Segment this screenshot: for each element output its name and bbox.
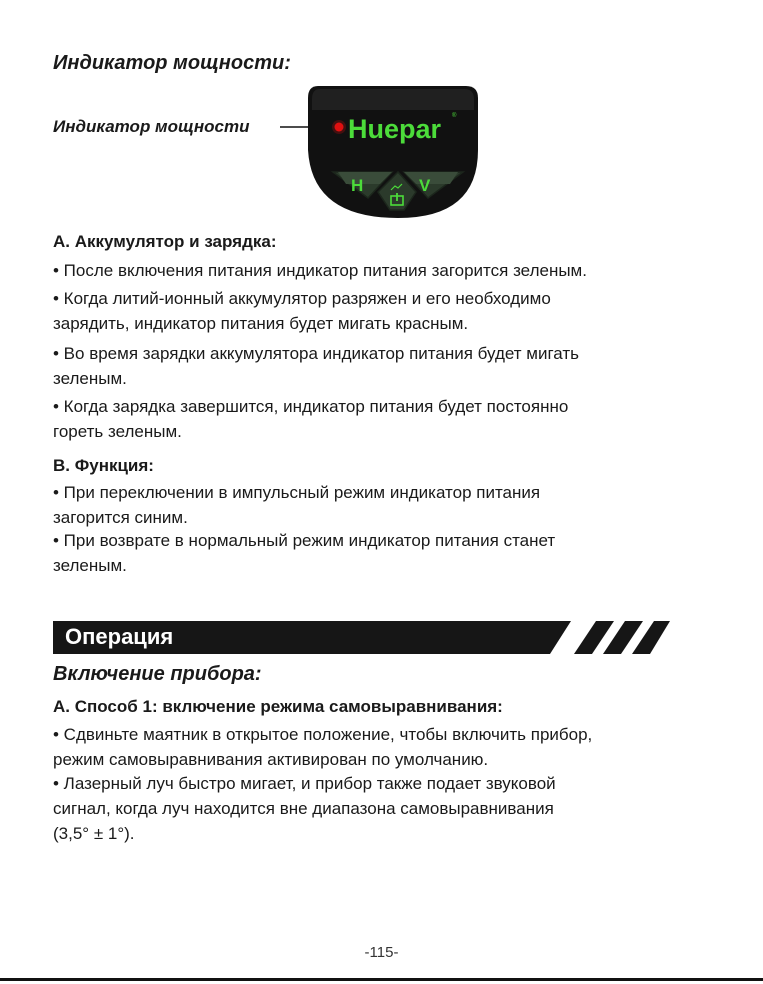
bullet-line: зарядить, индикатор питания будет мигать красным. [53,314,469,333]
bullet-line: загорится синим. [53,508,188,527]
bullet-line: зеленым. [53,556,127,575]
bullet-line: • Лазерный луч быстро мигает, и прибор также подает звуковой [53,774,556,793]
bottom-rule [0,978,763,981]
bullet-line: • При переключении в импульсный режим индикатор питания [53,483,541,502]
h-button-label: H [351,176,364,195]
section-a-bullet-3 [53,341,693,391]
section-a-bullet-1 [53,258,693,283]
section-b-bullet-1 [53,480,693,530]
bullet-line: • При возврате в нормальный режим индикатор питания станет [53,531,556,550]
bullet-line: гореть зеленым. [53,422,182,441]
method-heading: A. Способ 1: включение режима самовыравнивания: [53,697,503,716]
operation-bullet-2 [53,771,693,846]
brand-logo: Huepar [348,114,442,144]
operation-subtitle: Включение прибора: [53,663,262,685]
bullet-line: (3,5° ± 1°). [53,824,135,843]
callout-label: Индикатор мощности [53,117,250,136]
operation-banner-title: Операция [65,624,174,649]
indicator-section-title: Индикатор мощности: [53,52,291,74]
bullet-line: • После включения питания индикатор питания загорится зеленым. [53,261,587,280]
section-b-heading: B. Функция: [53,456,154,475]
bullet-line: • Когда литий-ионный аккумулятор разряжен и его необходимо [53,289,551,308]
device-svg [0,0,763,230]
operation-banner [53,621,670,654]
section-a-heading: A. Аккумулятор и зарядка: [53,232,277,251]
v-button-label: V [419,176,431,195]
operation-bullet-1 [53,722,693,772]
section-a-bullet-2 [53,286,693,336]
svg-text:®: ® [452,113,457,119]
bullet-line: • Когда зарядка завершится, индикатор питания будет постоянно [53,397,569,416]
bullet-line: режим самовыравнивания активирован по умолчанию. [53,750,489,769]
bullet-line: • Сдвиньте маятник в открытое положение, чтобы включить прибор, [53,725,593,744]
page-number: -115- [364,944,399,961]
section-a-bullet-4 [53,394,693,444]
bullet-line: • Во время зарядки аккумулятора индикатор питания будет мигать [53,344,580,363]
bullet-line: зеленым. [53,369,127,388]
device-illustration [0,0,763,230]
bullet-line: сигнал, когда луч находится вне диапазона самовыравнивания [53,799,554,818]
section-b-bullet-2 [53,528,693,578]
